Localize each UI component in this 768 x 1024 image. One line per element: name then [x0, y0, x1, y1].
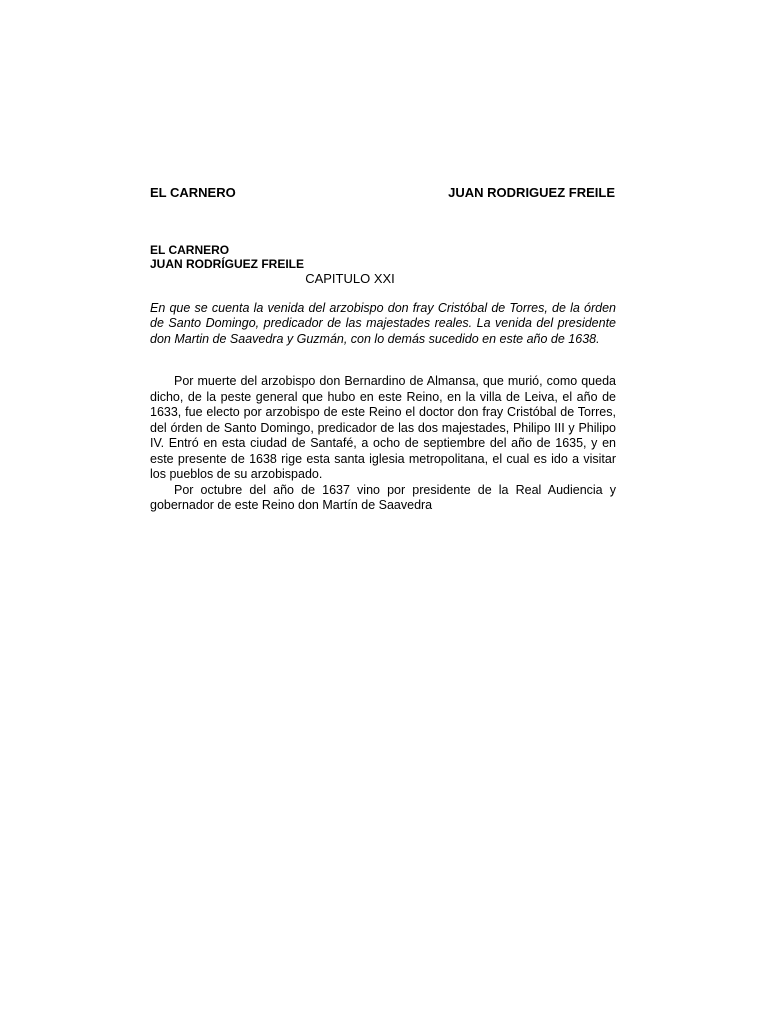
header-book-title: EL CARNERO: [150, 185, 236, 200]
paragraph: Por muerte del arzobispo don Bernardino de Almansa, que murió, como queda dicho, de la peste general que hubo en este Reino, en la villa de Leiva, el año de 1633, fue electo por arzobispo de este Reino el doctor don fray Cristóbal de Torres, del órden de Santo Domingo, predicador de las dos majestades, Philipo III y Philipo IV. Entró en esta ciudad de Santafé, a ocho de septiembre del año de 1635, y en este presente de 1638 rige esta santa iglesia metropolitana, el cual es ido a visitar los pueblos de su arzobispado.: [150, 374, 616, 481]
body-text: [150, 374, 616, 514]
title-block: [150, 243, 304, 271]
running-header: [150, 185, 615, 200]
paragraph: Por octubre del año de 1637 vino por presidente de la Real Audiencia y gobernador de este Reino don Martín de Saavedra: [150, 482, 616, 512]
author-name: JUAN RODRÍGUEZ FREILE: [150, 257, 305, 271]
chapter-heading: CAPITULO XXI: [305, 271, 395, 286]
header-author: JUAN RODRIGUEZ FREILE: [448, 185, 615, 200]
chapter-summary: En que se cuenta la venida del arzobispo don fray Cristóbal de Torres, de la órden de Santo Domingo, predicador de las majestades reales. La venida del presidente don Martin de Saavedra y Guzmán, con lo demás sucedido en este año de 1638.: [150, 301, 616, 346]
book-title: EL CARNERO: [150, 243, 230, 257]
